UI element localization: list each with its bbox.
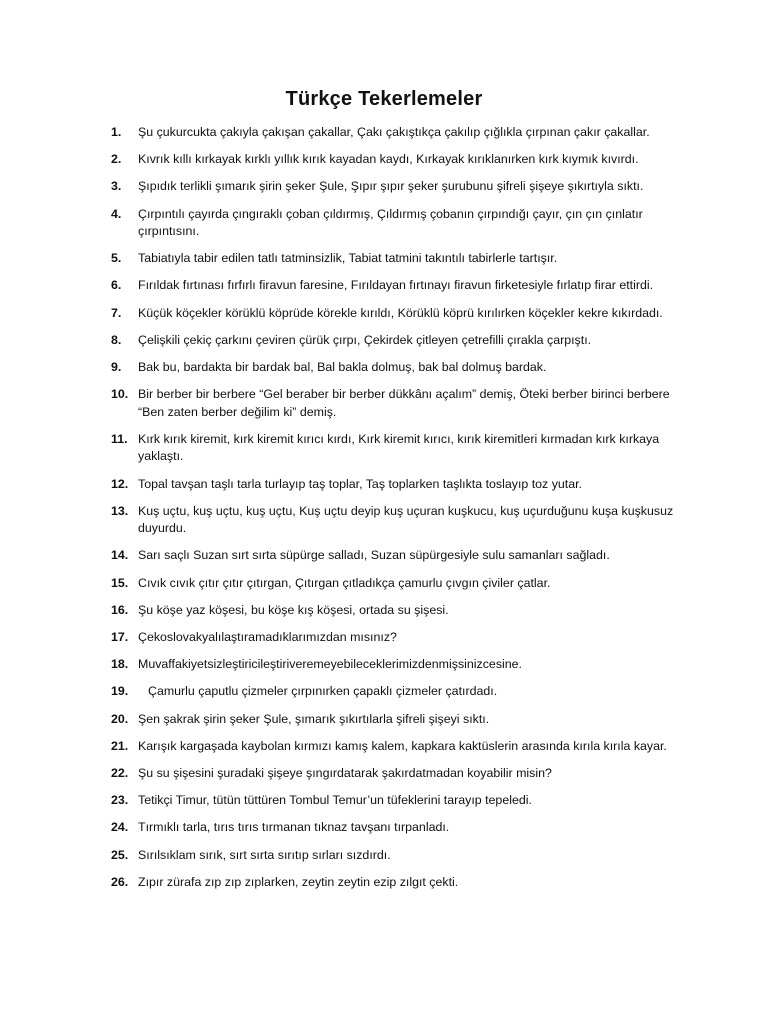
- item-text: Çelişkili çekiç çarkını çeviren çürük çırpı, Çekirdek çitleyen çetrefilli çırakla çarpıştı.: [138, 332, 592, 347]
- list-item: [111, 575, 681, 593]
- item-text: Şen şakrak şirin şeker Şule, şımarık şıkırtılarla şifreli şişeyi sıktı.: [138, 711, 490, 726]
- item-text: Kırk kırık kiremit, kırk kiremit kırıcı kırdı, Kırk kiremit kırıcı, kırık kiremitleri kırmadan kırk kırkaya yaklaştı.: [138, 431, 660, 464]
- item-text: Şu çukurcukta çakıyla çakışan çakallar, Çakı çakıştıkça çakılıp çığlıkla çırpınan çakır çakallar.: [138, 125, 650, 139]
- list-item: [111, 819, 681, 837]
- item-text: Sarı saçlı Suzan sırt sırta süpürge salladı, Suzan süpürgesiyle sulu samanları sağladı.: [138, 548, 610, 563]
- item-number: 2.: [111, 152, 122, 167]
- item-text: Şıpıdık terlikli şımarık şirin şeker Şule, Şıpır şıpır şeker şurubunu şifreli şişeye şıkırtıyla sıktı.: [138, 179, 644, 194]
- item-text: Şu köşe yaz köşesi, bu köşe kış köşesi, ortada su şişesi.: [138, 602, 449, 617]
- list-item: [111, 656, 681, 674]
- item-number: 20.: [111, 711, 129, 726]
- list-item: [111, 874, 681, 892]
- tongue-twister-list: [111, 124, 681, 901]
- item-text: Bir berber bir berbere “Gel beraber bir berber dükkânı açalım” demiş, Öteki berber birinci berbere “Ben zaten berber değilim ki” demiş.: [138, 387, 670, 419]
- item-text: Kıvrık kıllı kırkayak kırklı yıllık kırık kayadan kaydı, Kırkayak kırıklanırken kırk kıymık kıvırdı.: [138, 152, 639, 167]
- item-text: Karışık kargaşada kaybolan kırmızı kamış kalem, kapkara kaktüslerin arasında kırıla kırıla kayar.: [138, 738, 667, 753]
- item-text: Tırmıklı tarla, tırıs tırıs tırmanan tıknaz tavşanı tırpanladı.: [138, 820, 450, 835]
- list-item: [111, 602, 681, 620]
- list-item: [111, 124, 681, 142]
- item-text: Zıpır zürafa zıp zıp zıplarken, zeytin zeytin ezip zılgıt çekti.: [138, 874, 459, 889]
- item-number: 5.: [111, 251, 122, 266]
- item-number: 19.: [111, 684, 129, 699]
- list-item: [111, 629, 681, 647]
- list-item: [111, 305, 681, 323]
- item-text: Bak bu, bardakta bir bardak bal, Bal bakla dolmuş, bak bal dolmuş bardak.: [138, 360, 547, 374]
- item-number: 22.: [111, 765, 129, 780]
- list-item: [111, 792, 681, 810]
- item-text: Çamurlu çaputlu çizmeler çırpınırken çapaklı çizmeler çatırdadı.: [148, 684, 498, 699]
- item-number: 25.: [111, 847, 129, 862]
- item-number: 4.: [111, 206, 122, 221]
- item-number: 7.: [111, 305, 122, 320]
- item-number: 11.: [111, 431, 128, 446]
- item-number: 26.: [111, 874, 129, 889]
- item-text: Fırıldak fırtınası fırfırlı firavun faresine, Fırıldayan fırtınayı firavun firketesiyle fırlatıp firar ettirdi.: [138, 278, 654, 293]
- item-text: Muvaffakiyetsizleştiricileştiriveremeyebileceklerimizdenmişsinizcesine.: [138, 657, 523, 672]
- item-number: 17.: [111, 630, 129, 644]
- list-item: [111, 386, 681, 421]
- item-text: Tetikçi Timur, tütün tüttüren Tombul Temur’un tüfeklerini tarayıp tepeledi.: [138, 793, 532, 808]
- item-text: Şu su şişesini şuradaki şişeye şıngırdatarak şakırdatmadan koyabilir misin?: [138, 765, 552, 780]
- list-item: [111, 277, 681, 295]
- item-text: Tabiatıyla tabir edilen tatlı tatminsizlik, Tabiat tatmini takıntılı tabirlerle tartışır.: [138, 251, 558, 266]
- list-item: [111, 151, 681, 169]
- item-number: 13.: [111, 503, 129, 518]
- item-text: Topal tavşan taşlı tarla turlayıp taş toplar, Taş toplarken taşlıkta toslayıp toz yutar.: [138, 476, 582, 491]
- item-text: Çırpıntılı çayırda çıngıraklı çoban çıldırmış, Çıldırmış çobanın çırpındığı çayır, çın çın çınlatır çırpıntısını.: [138, 206, 643, 239]
- item-number: 15.: [111, 575, 129, 590]
- item-number: 12.: [111, 476, 129, 491]
- list-item: [111, 738, 681, 756]
- item-text: Çekoslovakyalılaştıramadıklarımızdan mısınız?: [138, 630, 397, 644]
- item-number: 21.: [111, 738, 129, 753]
- list-item: [111, 178, 681, 196]
- item-text: Sırılsıklam sırık, sırt sırta sırıtıp sırları sızdırdı.: [138, 847, 391, 862]
- list-item: [111, 765, 681, 783]
- item-number: 8.: [111, 332, 122, 347]
- item-number: 14.: [111, 548, 129, 563]
- item-number: 9.: [111, 360, 122, 374]
- list-item: [111, 250, 681, 268]
- item-number: 18.: [111, 657, 129, 672]
- item-number: 6.: [111, 278, 122, 293]
- list-item: [111, 711, 681, 729]
- item-text: Cıvık cıvık çıtır çıtır çıtırgan, Çıtırgan çıtladıkça çamurlu çıvgın çiviler çatlar.: [138, 575, 551, 590]
- item-number: 1.: [111, 125, 122, 139]
- item-number: 24.: [111, 820, 129, 835]
- item-number: 10.: [111, 387, 129, 402]
- item-number: 3.: [111, 179, 122, 194]
- list-item: [111, 476, 681, 494]
- list-item: [111, 206, 681, 241]
- list-item: [111, 503, 681, 538]
- item-text: Kuş uçtu, kuş uçtu, kuş uçtu, Kuş uçtu deyip kuş uçuran kuşkucu, kuş uçurduğunu kuşa kuşkusuz duyurdu.: [138, 503, 674, 536]
- item-text: Küçük köçekler körüklü köprüde körekle kırıldı, Körüklü köprü kırılırken köçekler kekre kıkırdadı.: [138, 305, 663, 320]
- list-item: [111, 547, 681, 565]
- list-item: [111, 847, 681, 865]
- list-item: [111, 683, 681, 701]
- list-item: [111, 431, 681, 466]
- item-number: 23.: [111, 793, 129, 808]
- list-item: [111, 359, 681, 377]
- list-item: [111, 332, 681, 350]
- document-title: Türkçe Tekerlemeler: [285, 88, 483, 110]
- item-number: 16.: [111, 602, 129, 617]
